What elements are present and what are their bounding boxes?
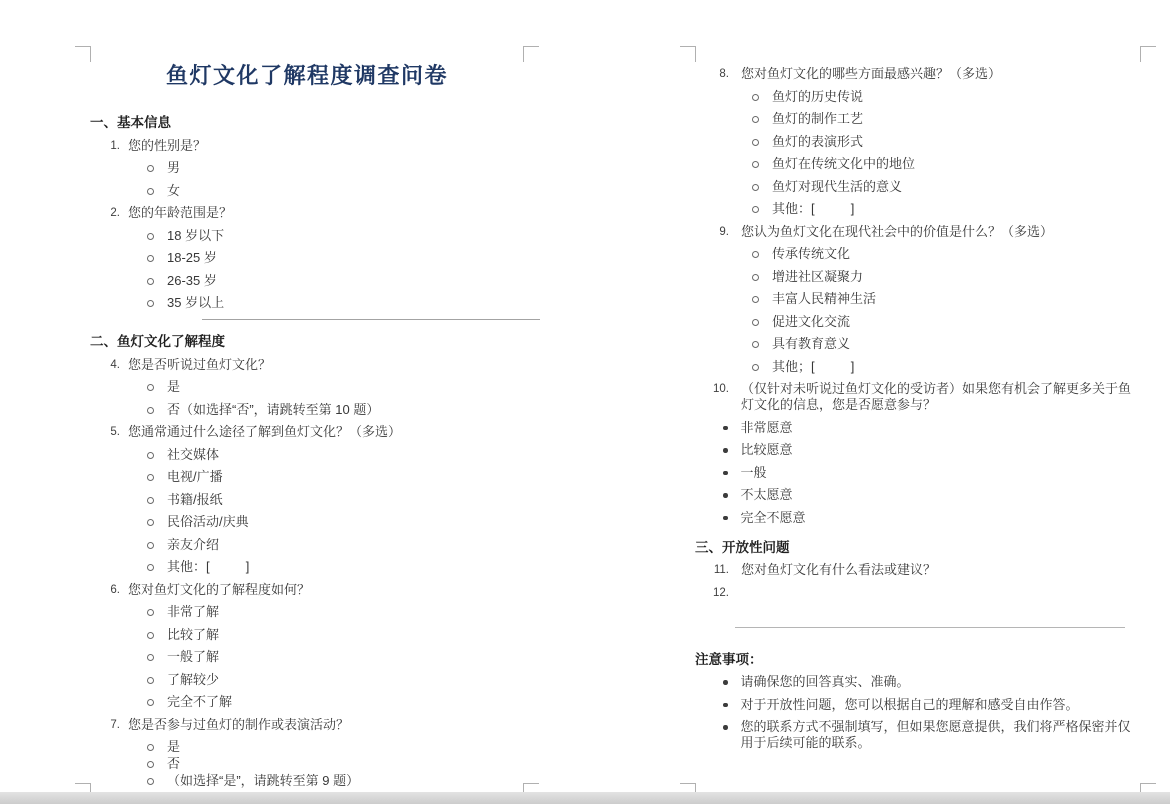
radio-circle-icon: [147, 654, 154, 661]
option-text: 民俗活动/庆典: [167, 514, 249, 529]
bullet-icon: [723, 516, 728, 521]
option-text: 18 岁以下: [167, 227, 225, 243]
radio-circle-icon: [147, 497, 154, 504]
option-item: [147, 559, 524, 575]
option-item: [147, 604, 524, 620]
option-text: 非常愿意: [740, 419, 793, 435]
bullet-icon: [723, 471, 728, 476]
bullet-icon: [723, 725, 728, 730]
option-item: [147, 402, 524, 418]
option-item: [147, 739, 524, 755]
option-text: 增进社区凝聚力: [772, 268, 864, 284]
option-text: 否: [167, 756, 181, 771]
bullet-item: [723, 442, 1141, 458]
radio-circle-icon: [147, 519, 154, 526]
page-1: [90, 40, 524, 789]
option-text: 具有教育意义: [772, 336, 851, 351]
option-text: 请确保您的回答真实、准确。: [740, 674, 910, 689]
option-item: [147, 447, 524, 463]
option-text: 了解较少: [167, 671, 220, 687]
question-text: 您的性别是？: [128, 137, 207, 153]
radio-circle-icon: [147, 609, 154, 616]
option-item: [147, 228, 524, 244]
option-text: 不太愿意: [740, 487, 793, 502]
option-text: 书籍/报纸: [167, 491, 223, 507]
radio-circle-icon: [752, 296, 759, 303]
question-number: 2.: [110, 207, 120, 219]
option-item: [147, 183, 524, 199]
option-item: [147, 379, 524, 395]
question: [90, 205, 524, 221]
option-item: [147, 250, 524, 266]
bullet-icon: [723, 680, 728, 685]
radio-circle-icon: [147, 564, 154, 571]
question-text: （仅针对未听说过鱼灯文化的受访者）如果您有机会了解更多关于鱼灯文化的信息，您是否愿意参与？: [741, 381, 1132, 412]
radio-circle-icon: [752, 274, 759, 281]
question-text: 您是否参与过鱼灯的制作或表演活动？: [128, 716, 350, 732]
radio-circle-icon: [147, 188, 154, 195]
question: [695, 224, 1141, 240]
radio-circle-icon: [147, 677, 154, 684]
radio-circle-icon: [752, 94, 759, 101]
option-text: 鱼灯的表演形式: [772, 133, 864, 149]
option-text: 一般了解: [167, 649, 220, 664]
radio-circle-icon: [147, 300, 154, 307]
radio-circle-icon: [147, 255, 154, 262]
page-2: [695, 40, 1141, 751]
radio-circle-icon: [752, 319, 759, 326]
question: [695, 381, 1141, 413]
option-item: [147, 537, 524, 553]
option-item: [752, 246, 1141, 262]
option-text: 丰富人民精神生活: [772, 291, 877, 306]
question: [695, 66, 1141, 82]
bullet-item: [723, 465, 1141, 481]
bullet-item: [723, 487, 1141, 503]
page-bottom-edge: [0, 792, 1170, 804]
option-item: [147, 627, 524, 643]
radio-circle-icon: [752, 161, 759, 168]
option-text: 其他：[ ]: [167, 559, 250, 574]
option-text: 非常了解: [167, 604, 220, 619]
bullet-icon: [723, 426, 728, 431]
question-number: 11.: [713, 564, 729, 576]
option-text: 是: [167, 379, 181, 394]
option-text: 电视/广播: [167, 469, 223, 484]
option-text: 鱼灯的历史传说: [772, 88, 864, 104]
question-text: 您对鱼灯文化有什么看法或建议？: [741, 562, 937, 577]
bullet-item: [723, 697, 1141, 713]
option-item: [752, 179, 1141, 195]
question: [695, 585, 1141, 601]
radio-circle-icon: [752, 251, 759, 258]
page-1-content: [90, 115, 524, 789]
question: [695, 562, 1141, 578]
radio-circle-icon: [752, 341, 759, 348]
radio-circle-icon: [147, 778, 154, 785]
option-text: 比较愿意: [740, 442, 793, 457]
question: [90, 582, 524, 598]
option-text: 18-25 岁: [167, 250, 217, 265]
question-text: 您认为鱼灯文化在现代社会中的价值是什么？（多选）: [741, 223, 1054, 239]
radio-circle-icon: [147, 452, 154, 459]
radio-circle-icon: [147, 744, 154, 751]
option-item: [147, 160, 524, 176]
bullet-icon: [723, 703, 728, 708]
option-text: 对于开放性问题，您可以根据自己的理解和感受自由作答。: [740, 696, 1079, 712]
radio-circle-icon: [147, 761, 154, 768]
option-text: （如选择“是”，请跳转至第 9 题）: [167, 773, 360, 788]
bullet-icon: [723, 493, 728, 498]
option-text: 鱼灯的制作工艺: [772, 111, 864, 126]
question-text: 您通常通过什么途径了解到鱼灯文化？（多选）: [128, 424, 402, 439]
radio-circle-icon: [147, 632, 154, 639]
bullet-item: [723, 510, 1141, 526]
question: [90, 138, 524, 154]
option-text: 您的联系方式不强制填写，但如果您愿意提供，我们将严格保密并仅用于后续可能的联系。: [740, 719, 1131, 750]
option-text: 其他；[ ]: [772, 358, 855, 374]
question-number: 5.: [110, 426, 120, 438]
radio-circle-icon: [147, 384, 154, 391]
option-item: [752, 336, 1141, 352]
radio-circle-icon: [752, 206, 759, 213]
radio-circle-icon: [752, 364, 759, 371]
option-item: [147, 469, 524, 485]
option-text: 比较了解: [167, 626, 220, 642]
option-item: [147, 773, 524, 789]
option-text: 否（如选择“否”，请跳转至第 10 题）: [167, 401, 380, 417]
radio-circle-icon: [147, 542, 154, 549]
option-text: 是: [167, 739, 181, 754]
text-boundary-mark: [75, 46, 91, 62]
question-number: 1.: [110, 139, 120, 152]
section-heading: 三、开放性问题: [695, 539, 790, 555]
question-text: 您对鱼灯文化的哪些方面最感兴趣？（多选）: [741, 66, 1002, 81]
page-2-content: [695, 66, 1141, 751]
option-item: [147, 514, 524, 530]
question-number: 8.: [719, 68, 729, 80]
question-text: 您的年龄范围是？: [128, 205, 233, 220]
radio-circle-icon: [147, 233, 154, 240]
question-number: 6.: [110, 583, 120, 596]
option-text: 社交媒体: [167, 446, 220, 462]
section-heading: 二、鱼灯文化了解程度: [90, 334, 225, 349]
question-text: [741, 585, 1141, 601]
option-text: 女: [167, 182, 181, 198]
radio-circle-icon: [147, 407, 154, 414]
option-item: [752, 111, 1141, 127]
bullet-item: [723, 674, 1141, 690]
option-item: [147, 273, 524, 289]
section-divider: [735, 627, 1125, 628]
option-text: 35 岁以上: [167, 295, 225, 310]
question-text: 您是否听说过鱼灯文化？: [128, 356, 272, 372]
option-text: 传承传统文化: [772, 246, 851, 261]
option-text: 其他：[ ]: [772, 201, 855, 216]
option-text: 一般: [740, 464, 767, 480]
question-number: 9.: [719, 225, 729, 238]
question: [90, 717, 524, 733]
option-item: [752, 291, 1141, 307]
option-item: [752, 201, 1141, 217]
question-number: 10.: [713, 383, 729, 395]
question-number: 4.: [110, 358, 120, 371]
radio-circle-icon: [147, 699, 154, 706]
radio-circle-icon: [147, 278, 154, 285]
text-boundary-mark: [1140, 46, 1156, 62]
radio-circle-icon: [752, 139, 759, 146]
option-text: 亲友介绍: [167, 536, 220, 552]
section-divider: [202, 319, 540, 320]
bullet-icon: [723, 448, 728, 453]
option-item: [752, 89, 1141, 105]
option-text: 完全不了解: [167, 694, 233, 709]
option-text: 促进文化交流: [772, 313, 851, 329]
bullet-item: [723, 719, 1141, 751]
option-text: 完全不愿意: [740, 509, 806, 525]
radio-circle-icon: [752, 184, 759, 191]
radio-circle-icon: [752, 116, 759, 123]
question-number: 7.: [110, 718, 120, 731]
radio-circle-icon: [147, 165, 154, 172]
option-item: [752, 314, 1141, 330]
question-text: 您对鱼灯文化的了解程度如何？: [128, 581, 311, 597]
text-boundary-mark: [523, 46, 539, 62]
radio-circle-icon: [147, 474, 154, 481]
option-item: [752, 134, 1141, 150]
option-text: 26-35 岁: [167, 272, 217, 288]
option-item: [752, 156, 1141, 172]
document-title: 鱼灯文化了解程度调查问卷: [165, 63, 448, 88]
option-item: [147, 295, 524, 311]
option-item: [752, 359, 1141, 375]
option-item: [147, 672, 524, 688]
option-text: 鱼灯在传统文化中的地位: [772, 156, 916, 171]
text-boundary-mark: [680, 46, 696, 62]
option-item: [752, 269, 1141, 285]
option-item: [147, 694, 524, 710]
section-heading: 一、基本信息: [90, 115, 171, 130]
option-text: 鱼灯对现代生活的意义: [772, 178, 903, 194]
question-number: 12.: [713, 586, 729, 599]
bullet-item: [723, 420, 1141, 436]
question: [90, 424, 524, 440]
question: [90, 357, 524, 373]
section-heading: 注意事项：: [695, 651, 763, 667]
option-item: [147, 649, 524, 665]
option-item: [147, 756, 524, 772]
option-text: 男: [167, 160, 181, 175]
option-item: [147, 492, 524, 508]
